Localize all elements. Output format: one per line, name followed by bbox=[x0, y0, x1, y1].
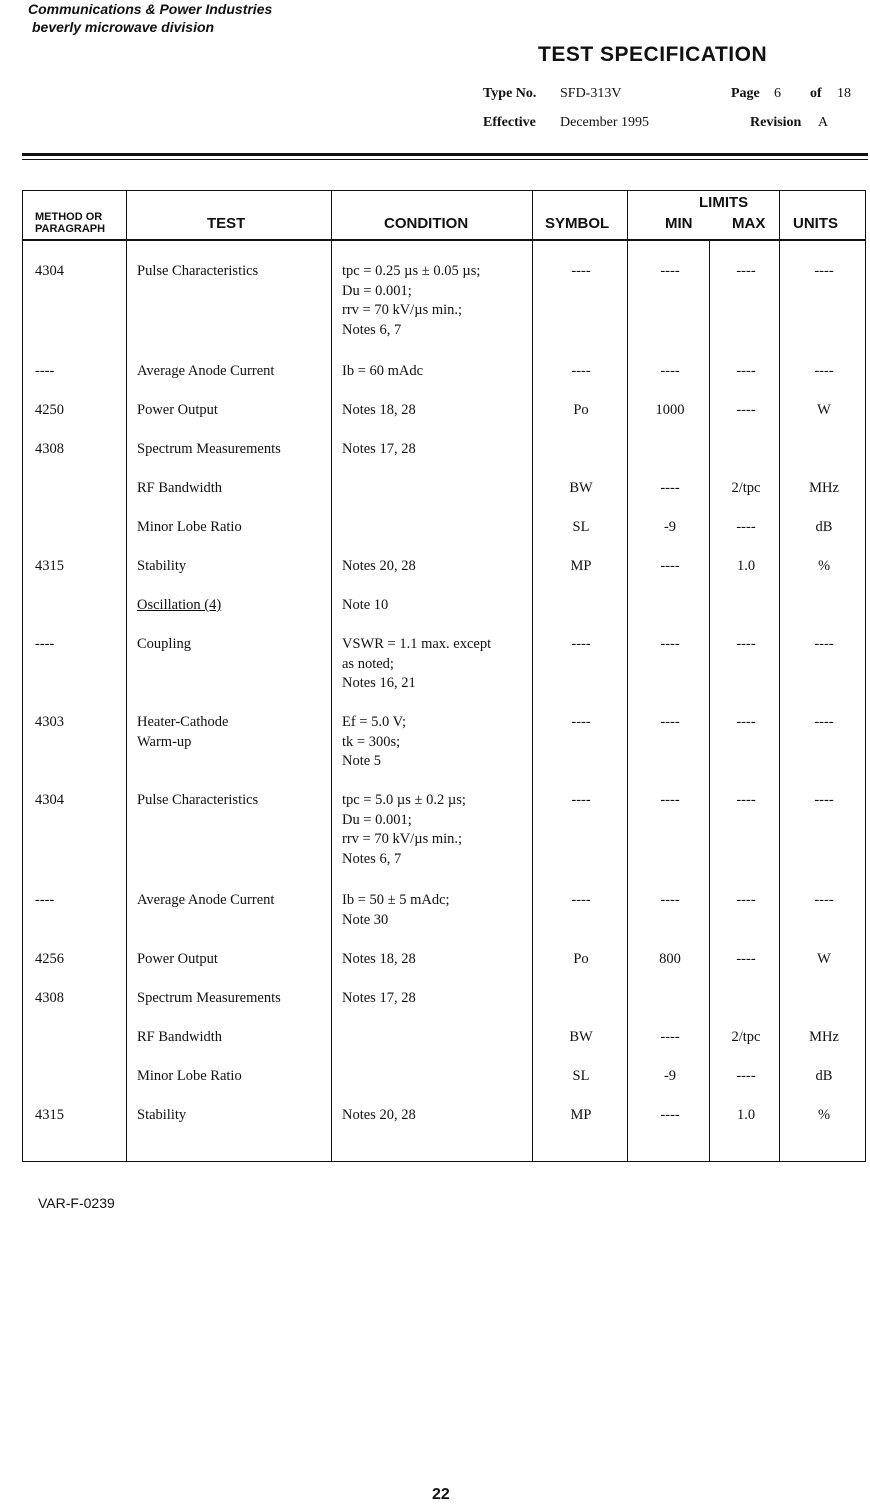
header-limits: LIMITS bbox=[699, 194, 749, 211]
condition-line: Notes 6, 7 bbox=[342, 321, 402, 338]
condition-cell bbox=[342, 596, 542, 616]
method-cell: 4303 bbox=[35, 714, 64, 730]
test-name: Power Output bbox=[137, 951, 218, 967]
condition-line: Notes 20, 28 bbox=[342, 1107, 416, 1123]
document-title: TEST SPECIFICATION bbox=[538, 43, 768, 66]
units-cell: MHz bbox=[809, 1029, 839, 1045]
method-cell: 4304 bbox=[35, 263, 64, 279]
units-cell: % bbox=[817, 558, 831, 574]
test-cell bbox=[137, 596, 337, 616]
header-min: MIN bbox=[665, 215, 693, 232]
test-cell bbox=[137, 518, 337, 538]
condition-line: rrv = 70 kV/µs min.; bbox=[342, 302, 463, 318]
test-name: Pulse Characteristics bbox=[137, 263, 259, 279]
method-cell: 4315 bbox=[35, 558, 64, 574]
test-cell bbox=[137, 950, 337, 970]
test-cell bbox=[137, 989, 337, 1009]
max-cell: ---- bbox=[736, 263, 756, 279]
header-rule-thick bbox=[22, 153, 868, 156]
test-cell bbox=[137, 362, 337, 382]
min-cell: 1000 bbox=[655, 402, 685, 418]
test-name: Average Anode Current bbox=[137, 363, 275, 379]
method-cell: ---- bbox=[35, 636, 55, 652]
symbol-cell: SL bbox=[572, 519, 590, 535]
symbol-cell: ---- bbox=[571, 636, 591, 652]
condition-cell bbox=[342, 440, 542, 460]
max-cell: ---- bbox=[736, 792, 756, 808]
effective-label: Effective bbox=[483, 115, 536, 130]
test-name: Average Anode Current bbox=[137, 892, 275, 908]
page-label: Page bbox=[731, 86, 760, 101]
condition-line: Ib = 60 mAdc bbox=[342, 363, 424, 379]
symbol-cell: ---- bbox=[571, 892, 591, 908]
min-cell: ---- bbox=[660, 480, 680, 496]
units-cell: dB bbox=[815, 1068, 833, 1084]
min-cell: ---- bbox=[660, 714, 680, 730]
condition-line: rrv = 70 kV/µs min.; bbox=[342, 831, 463, 847]
min-cell: ---- bbox=[660, 1029, 680, 1045]
condition-cell bbox=[342, 791, 542, 869]
test-name: Coupling bbox=[137, 636, 191, 652]
test-name: Pulse Characteristics bbox=[137, 792, 259, 808]
units-cell: ---- bbox=[814, 263, 834, 279]
condition-line: Notes 18, 28 bbox=[342, 402, 416, 418]
condition-cell bbox=[342, 891, 542, 930]
condition-line: Notes 16, 21 bbox=[342, 675, 416, 691]
min-cell: ---- bbox=[660, 363, 680, 379]
condition-line: Note 5 bbox=[342, 753, 382, 769]
max-cell: 1.0 bbox=[736, 558, 756, 574]
condition-cell bbox=[342, 362, 542, 382]
condition-cell bbox=[342, 950, 542, 970]
units-cell: W bbox=[817, 951, 831, 967]
company-header bbox=[28, 0, 272, 36]
condition-line: Notes 6, 7 bbox=[342, 850, 402, 867]
type-value: SFD-313V bbox=[560, 86, 622, 101]
test-name: Heater-Cathode bbox=[137, 714, 229, 730]
test-table bbox=[22, 190, 866, 1162]
units-cell: MHz bbox=[809, 480, 839, 496]
min-cell: ---- bbox=[660, 263, 680, 279]
condition-line: Notes 18, 28 bbox=[342, 951, 416, 967]
method-cell: ---- bbox=[35, 892, 55, 908]
condition-cell bbox=[342, 557, 542, 577]
test-cell bbox=[137, 1028, 337, 1048]
condition-cell bbox=[342, 635, 542, 694]
method-cell: 4308 bbox=[35, 990, 64, 1006]
condition-line: Notes 17, 28 bbox=[342, 990, 416, 1006]
test-cell bbox=[137, 635, 337, 655]
test-cell bbox=[137, 713, 337, 752]
symbol-cell: MP bbox=[570, 558, 592, 574]
header-max: MAX bbox=[732, 215, 766, 232]
header-divider bbox=[23, 239, 865, 241]
condition-line: Notes 17, 28 bbox=[342, 441, 416, 457]
test-name: Power Output bbox=[137, 402, 218, 418]
units-cell: ---- bbox=[814, 714, 834, 730]
test-name: Minor Lobe Ratio bbox=[137, 1068, 242, 1084]
column-divider bbox=[779, 191, 780, 1161]
condition-cell bbox=[342, 401, 542, 421]
symbol-cell: BW bbox=[569, 1029, 593, 1045]
test-cell bbox=[137, 479, 337, 499]
max-cell: ---- bbox=[736, 519, 756, 535]
max-cell: 1.0 bbox=[736, 1107, 756, 1123]
condition-line: Note 30 bbox=[342, 911, 389, 928]
min-cell: -9 bbox=[663, 1068, 677, 1084]
min-cell: -9 bbox=[663, 519, 677, 535]
condition-cell bbox=[342, 713, 542, 772]
method-cell: 4304 bbox=[35, 792, 64, 808]
min-cell: ---- bbox=[660, 892, 680, 908]
units-cell: % bbox=[817, 1107, 831, 1123]
column-divider bbox=[126, 191, 127, 1161]
units-cell: ---- bbox=[814, 892, 834, 908]
method-cell: 4256 bbox=[35, 951, 64, 967]
test-cell bbox=[137, 791, 337, 811]
min-cell: 800 bbox=[659, 951, 681, 967]
test-cell bbox=[137, 557, 337, 577]
header-condition: CONDITION bbox=[384, 215, 469, 232]
max-cell: ---- bbox=[736, 402, 756, 418]
effective-value: December 1995 bbox=[560, 115, 650, 130]
condition-line: Notes 20, 28 bbox=[342, 558, 416, 574]
test-name-line2: Warm-up bbox=[137, 733, 192, 750]
symbol-cell: Po bbox=[573, 951, 589, 967]
revision-label: Revision bbox=[750, 115, 802, 130]
min-cell: ---- bbox=[660, 792, 680, 808]
symbol-cell: MP bbox=[570, 1107, 592, 1123]
division-name: beverly microwave division bbox=[32, 19, 215, 35]
symbol-cell: ---- bbox=[571, 792, 591, 808]
units-cell: ---- bbox=[814, 792, 834, 808]
test-name: RF Bandwidth bbox=[137, 1029, 222, 1045]
test-cell bbox=[137, 1067, 337, 1087]
condition-cell bbox=[342, 262, 542, 340]
max-cell: ---- bbox=[736, 1068, 756, 1084]
test-name: Oscillation (4) bbox=[137, 597, 222, 613]
type-label: Type No. bbox=[483, 86, 537, 101]
condition-line: Ib = 50 ± 5 mAdc; bbox=[342, 892, 450, 908]
form-code: VAR-F-0239 bbox=[38, 1195, 115, 1211]
method-cell: 4308 bbox=[35, 441, 64, 457]
max-cell: ---- bbox=[736, 714, 756, 730]
units-cell: ---- bbox=[814, 363, 834, 379]
method-cell: 4315 bbox=[35, 1107, 64, 1123]
max-cell: ---- bbox=[736, 951, 756, 967]
method-cell: ---- bbox=[35, 363, 55, 379]
condition-cell bbox=[342, 989, 542, 1009]
units-cell: ---- bbox=[814, 636, 834, 652]
header-symbol: SYMBOL bbox=[545, 215, 610, 232]
condition-line: VSWR = 1.1 max. except bbox=[342, 636, 492, 652]
test-cell bbox=[137, 262, 337, 282]
column-divider bbox=[627, 191, 628, 1161]
header-units: UNITS bbox=[793, 215, 838, 232]
units-cell: dB bbox=[815, 519, 833, 535]
test-name: Spectrum Measurements bbox=[137, 990, 281, 1006]
test-cell bbox=[137, 401, 337, 421]
condition-line: tpc = 5.0 µs ± 0.2 µs; bbox=[342, 792, 466, 808]
test-name: Minor Lobe Ratio bbox=[137, 519, 242, 535]
test-cell bbox=[137, 440, 337, 460]
header-method: METHOD OR PARAGRAPH bbox=[35, 211, 106, 235]
of-label: of bbox=[810, 86, 822, 101]
company-name: Communications & Power Industries bbox=[28, 1, 273, 17]
header-test: TEST bbox=[207, 215, 246, 232]
max-cell: 2/tpc bbox=[731, 1029, 761, 1045]
condition-line: tk = 300s; bbox=[342, 733, 401, 750]
condition-line: Du = 0.001; bbox=[342, 282, 412, 299]
condition-cell bbox=[342, 1106, 542, 1126]
test-cell bbox=[137, 1106, 337, 1126]
revision-value: A bbox=[818, 115, 829, 130]
condition-line: Ef = 5.0 V; bbox=[342, 714, 407, 730]
test-name: RF Bandwidth bbox=[137, 480, 222, 496]
condition-line: tpc = 0.25 µs ± 0.05 µs; bbox=[342, 263, 481, 279]
condition-line: Du = 0.001; bbox=[342, 811, 412, 828]
symbol-cell: ---- bbox=[571, 714, 591, 730]
symbol-cell: SL bbox=[572, 1068, 590, 1084]
of-value: 18 bbox=[837, 86, 851, 101]
symbol-cell: Po bbox=[573, 402, 589, 418]
symbol-cell: BW bbox=[569, 480, 593, 496]
symbol-cell: ---- bbox=[571, 263, 591, 279]
min-cell: ---- bbox=[660, 1107, 680, 1123]
min-cell: ---- bbox=[660, 636, 680, 652]
column-divider bbox=[331, 191, 332, 1161]
test-cell bbox=[137, 891, 337, 911]
max-cell: ---- bbox=[736, 363, 756, 379]
max-cell: 2/tpc bbox=[731, 480, 761, 496]
page-value: 6 bbox=[774, 86, 781, 101]
method-cell: 4250 bbox=[35, 402, 64, 418]
page-number: 22 bbox=[432, 1486, 450, 1503]
test-name: Spectrum Measurements bbox=[137, 441, 281, 457]
header-rule-thin bbox=[22, 159, 868, 160]
max-cell: ---- bbox=[736, 892, 756, 908]
condition-line: Note 10 bbox=[342, 597, 389, 613]
min-cell: ---- bbox=[660, 558, 680, 574]
units-cell: W bbox=[817, 402, 831, 418]
max-cell: ---- bbox=[736, 636, 756, 652]
condition-line: as noted; bbox=[342, 655, 394, 672]
test-name: Stability bbox=[137, 558, 187, 574]
symbol-cell: ---- bbox=[571, 363, 591, 379]
test-name: Stability bbox=[137, 1107, 187, 1123]
